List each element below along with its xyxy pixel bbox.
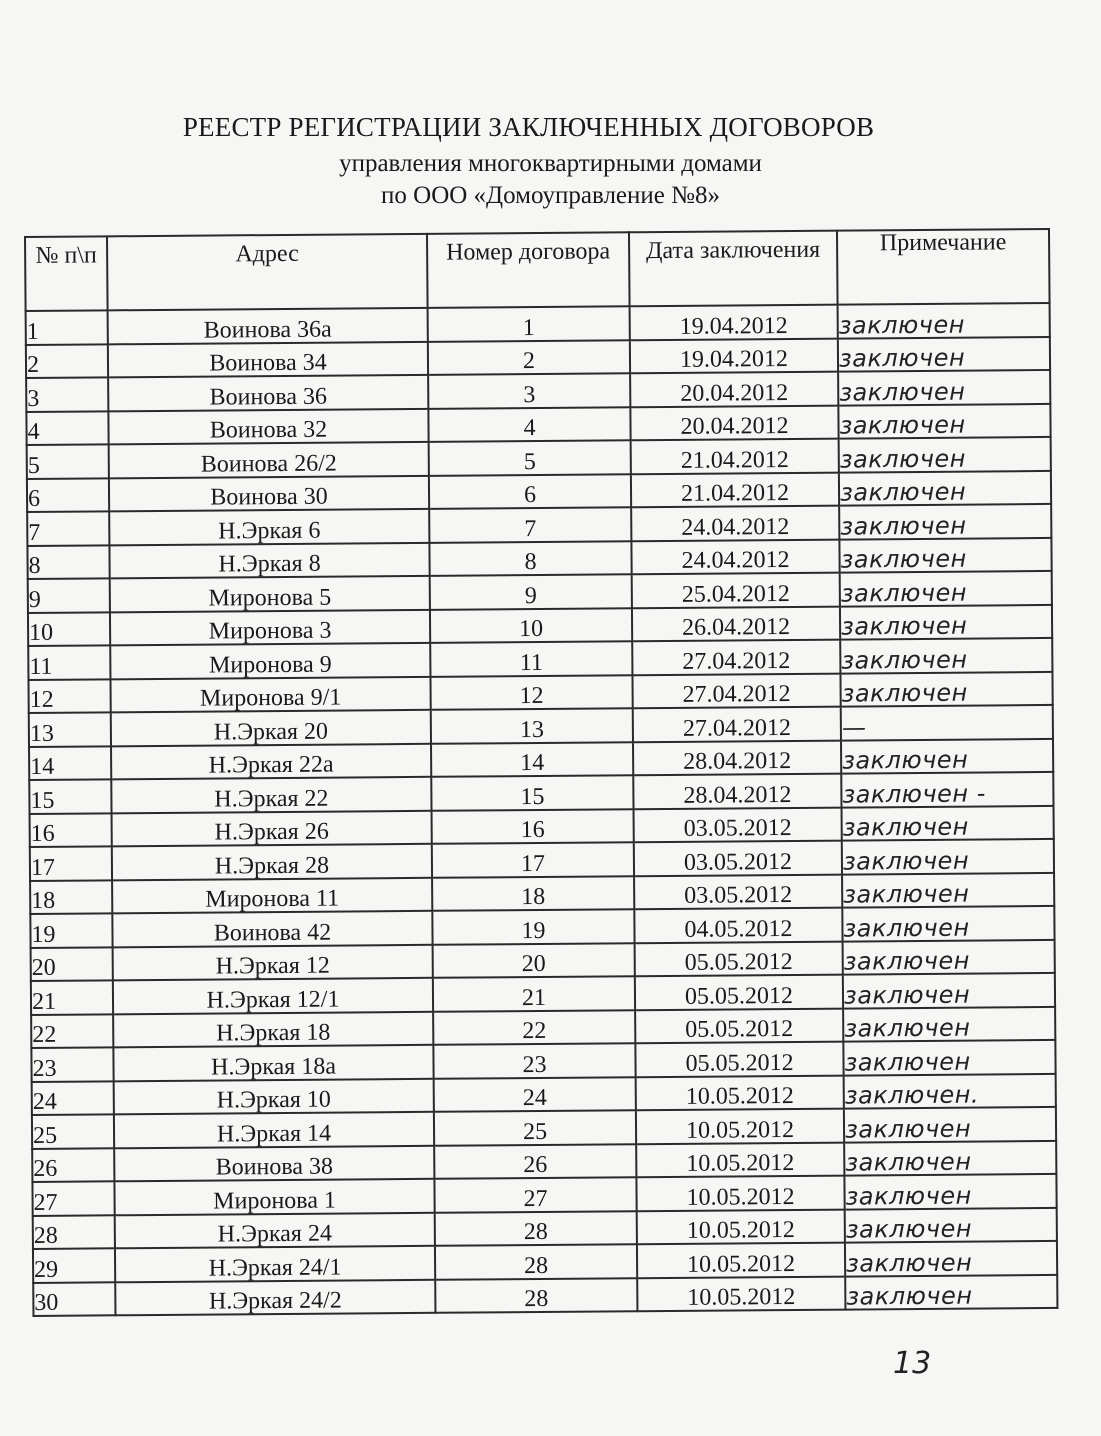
row-contract-number: 11 bbox=[430, 641, 632, 676]
row-contract-number: 22 bbox=[433, 1010, 635, 1045]
row-date: 24.04.2012 bbox=[631, 539, 839, 574]
row-contract-number: 16 bbox=[432, 809, 634, 844]
row-contract-number: 2 bbox=[428, 340, 630, 375]
row-date: 19.04.2012 bbox=[630, 305, 838, 340]
row-note: заключен bbox=[840, 571, 1052, 606]
row-address: Н.Эркая 18 bbox=[113, 1011, 433, 1047]
row-number: 2 bbox=[26, 344, 108, 378]
row-date: 04.05.2012 bbox=[634, 908, 842, 943]
row-address: Н.Эркая 26 bbox=[112, 810, 432, 846]
table-row bbox=[30, 805, 1054, 847]
row-address: Н.Эркая 22 bbox=[111, 777, 431, 813]
row-address: Воинова 36 bbox=[108, 375, 428, 411]
row-note: заключен bbox=[839, 437, 1051, 472]
row-address: Воинова 38 bbox=[114, 1145, 434, 1181]
row-contract-number: 13 bbox=[431, 708, 633, 743]
row-number: 28 bbox=[33, 1215, 115, 1249]
row-date: 10.05.2012 bbox=[637, 1276, 845, 1311]
table-row bbox=[31, 1040, 1055, 1082]
header-contract-number: Номер договора bbox=[427, 232, 630, 308]
table-row bbox=[33, 1241, 1057, 1283]
row-date: 10.05.2012 bbox=[636, 1075, 844, 1110]
row-date: 03.05.2012 bbox=[634, 841, 842, 876]
row-note: — bbox=[841, 705, 1053, 740]
row-contract-number: 28 bbox=[435, 1244, 637, 1279]
row-number: 25 bbox=[32, 1114, 114, 1148]
row-contract-number: 9 bbox=[430, 574, 632, 609]
row-number: 26 bbox=[32, 1148, 114, 1182]
table-row bbox=[29, 738, 1053, 780]
row-contract-number: 19 bbox=[432, 909, 634, 944]
table-row bbox=[28, 604, 1052, 646]
row-note: заключен bbox=[838, 403, 1050, 438]
table-row bbox=[30, 906, 1054, 948]
row-contract-number: 15 bbox=[431, 775, 633, 810]
row-date: 27.04.2012 bbox=[632, 640, 840, 675]
row-number: 22 bbox=[31, 1014, 113, 1048]
organization-name: по ООО «Домоуправление №8» bbox=[381, 182, 720, 209]
row-contract-number: 28 bbox=[435, 1211, 637, 1246]
table-row bbox=[26, 403, 1050, 445]
row-contract-number: 24 bbox=[434, 1077, 636, 1112]
row-note: заключен bbox=[845, 1274, 1057, 1309]
row-address: Н.Эркая 24/1 bbox=[115, 1246, 435, 1282]
row-date: 21.04.2012 bbox=[631, 439, 839, 474]
row-address: Н.Эркая 22а bbox=[111, 743, 431, 779]
table-row bbox=[27, 537, 1051, 579]
row-contract-number: 7 bbox=[429, 507, 631, 542]
row-date: 28.04.2012 bbox=[633, 774, 841, 809]
row-note: заключен bbox=[843, 1006, 1055, 1041]
row-note: заключен bbox=[843, 1040, 1055, 1075]
row-contract-number: 3 bbox=[428, 373, 630, 408]
row-number: 6 bbox=[27, 478, 109, 512]
row-contract-number: 6 bbox=[429, 474, 631, 509]
row-address: Миронова 5 bbox=[110, 576, 430, 612]
row-number: 17 bbox=[30, 846, 112, 880]
row-number: 15 bbox=[29, 779, 111, 813]
table-row bbox=[30, 839, 1054, 881]
row-address: Миронова 11 bbox=[112, 877, 432, 913]
row-number: 7 bbox=[27, 511, 109, 545]
row-number: 30 bbox=[33, 1282, 115, 1316]
row-address: Н.Эркая 10 bbox=[114, 1078, 434, 1114]
row-contract-number: 20 bbox=[433, 943, 635, 978]
row-number: 11 bbox=[28, 645, 110, 679]
row-contract-number: 1 bbox=[428, 306, 630, 341]
row-address: Миронова 3 bbox=[110, 609, 430, 645]
row-date: 03.05.2012 bbox=[634, 874, 842, 909]
header-num: № п\п bbox=[25, 236, 108, 311]
row-date: 05.05.2012 bbox=[635, 1042, 843, 1077]
row-number: 24 bbox=[32, 1081, 114, 1115]
row-number: 13 bbox=[29, 712, 111, 746]
row-note: заключен bbox=[842, 872, 1054, 907]
table-row bbox=[32, 1073, 1056, 1115]
table-row bbox=[33, 1207, 1057, 1249]
row-contract-number: 18 bbox=[432, 876, 634, 911]
row-note: заключен. bbox=[844, 1073, 1056, 1108]
row-date: 10.05.2012 bbox=[636, 1109, 844, 1144]
row-address: Воинова 34 bbox=[108, 341, 428, 377]
row-note: заключен bbox=[839, 537, 1051, 572]
row-address: Н.Эркая 18а bbox=[113, 1045, 433, 1081]
row-address: Воинова 36а bbox=[108, 308, 428, 344]
row-address: Миронова 9/1 bbox=[110, 676, 430, 712]
row-contract-number: 17 bbox=[432, 842, 634, 877]
row-number: 9 bbox=[28, 578, 110, 612]
table-row bbox=[31, 939, 1055, 981]
table-row bbox=[31, 973, 1055, 1015]
table-row bbox=[28, 671, 1052, 713]
row-number: 23 bbox=[31, 1047, 113, 1081]
row-date: 27.04.2012 bbox=[632, 673, 840, 708]
row-address: Воинова 30 bbox=[109, 475, 429, 511]
row-contract-number: 25 bbox=[434, 1110, 636, 1145]
row-contract-number: 23 bbox=[433, 1043, 635, 1078]
table-row bbox=[28, 571, 1052, 613]
row-note: заключен bbox=[842, 839, 1054, 874]
row-address: Н.Эркая 14 bbox=[114, 1112, 434, 1148]
row-number: 16 bbox=[30, 813, 112, 847]
row-address: Н.Эркая 24/2 bbox=[115, 1279, 435, 1315]
header-address: Адрес bbox=[107, 234, 428, 311]
row-contract-number: 5 bbox=[429, 440, 631, 475]
table-row bbox=[27, 504, 1051, 546]
row-number: 8 bbox=[27, 545, 109, 579]
row-date: 10.05.2012 bbox=[637, 1209, 845, 1244]
row-date: 21.04.2012 bbox=[631, 472, 839, 507]
table-row bbox=[28, 638, 1052, 680]
row-address: Миронова 9 bbox=[110, 643, 430, 679]
row-date: 27.04.2012 bbox=[633, 707, 841, 742]
table-row bbox=[26, 336, 1050, 378]
table-header-row bbox=[25, 229, 1050, 311]
row-date: 28.04.2012 bbox=[633, 740, 841, 775]
table-row bbox=[26, 370, 1050, 412]
table-row bbox=[26, 303, 1050, 345]
row-number: 1 bbox=[26, 310, 108, 344]
row-date: 26.04.2012 bbox=[632, 606, 840, 641]
row-note: заключен bbox=[844, 1107, 1056, 1142]
row-address: Н.Эркая 8 bbox=[109, 542, 429, 578]
row-number: 27 bbox=[32, 1181, 114, 1215]
row-note: заключен bbox=[840, 671, 1052, 706]
row-note: заключен bbox=[840, 604, 1052, 639]
row-number: 29 bbox=[33, 1248, 115, 1282]
row-date: 05.05.2012 bbox=[635, 941, 843, 976]
header-note: Примечание bbox=[837, 229, 1050, 305]
row-number: 3 bbox=[26, 377, 108, 411]
row-address: Н.Эркая 12/1 bbox=[113, 978, 433, 1014]
row-number: 14 bbox=[29, 746, 111, 780]
row-contract-number: 14 bbox=[431, 742, 633, 777]
row-date: 10.05.2012 bbox=[636, 1176, 844, 1211]
row-contract-number: 12 bbox=[430, 675, 632, 710]
table-row bbox=[32, 1140, 1056, 1182]
table-row bbox=[27, 437, 1051, 479]
row-note: заключен bbox=[841, 738, 1053, 773]
row-note: заключен bbox=[845, 1207, 1057, 1242]
row-contract-number: 27 bbox=[434, 1177, 636, 1212]
row-date: 03.05.2012 bbox=[634, 807, 842, 842]
row-note: заключен bbox=[843, 973, 1055, 1008]
row-address: Н.Эркая 20 bbox=[111, 710, 431, 746]
row-contract-number: 28 bbox=[435, 1278, 637, 1313]
table-row bbox=[32, 1174, 1056, 1216]
row-note: заключен bbox=[838, 336, 1050, 371]
row-note: заключен bbox=[844, 1174, 1056, 1209]
row-number: 19 bbox=[30, 913, 112, 947]
row-number: 18 bbox=[30, 880, 112, 914]
document-subtitle: управления многоквартирными домами bbox=[339, 150, 762, 177]
row-date: 19.04.2012 bbox=[630, 338, 838, 373]
row-address: Миронова 1 bbox=[114, 1179, 434, 1215]
table-row bbox=[31, 1006, 1055, 1048]
row-address: Н.Эркая 12 bbox=[113, 944, 433, 980]
row-note: заключен bbox=[839, 470, 1051, 505]
row-note: заключен bbox=[842, 805, 1054, 840]
row-address: Воинова 42 bbox=[112, 911, 432, 947]
row-address: Н.Эркая 24 bbox=[115, 1212, 435, 1248]
row-note: заключен bbox=[845, 1241, 1057, 1276]
row-address: Н.Эркая 6 bbox=[109, 509, 429, 545]
row-date: 20.04.2012 bbox=[630, 405, 838, 440]
row-note: заключен bbox=[838, 370, 1050, 405]
row-date: 25.04.2012 bbox=[632, 573, 840, 608]
row-date: 20.04.2012 bbox=[630, 372, 838, 407]
row-date: 05.05.2012 bbox=[635, 1008, 843, 1043]
row-contract-number: 10 bbox=[430, 608, 632, 643]
table-row bbox=[29, 772, 1053, 814]
row-date: 05.05.2012 bbox=[635, 975, 843, 1010]
row-address: Воинова 26/2 bbox=[109, 442, 429, 478]
row-address: Н.Эркая 28 bbox=[112, 844, 432, 880]
table-row bbox=[30, 872, 1054, 914]
page-number: 13 bbox=[893, 1346, 932, 1381]
row-note: заключен bbox=[844, 1140, 1056, 1175]
table-row bbox=[27, 470, 1051, 512]
row-contract-number: 26 bbox=[434, 1144, 636, 1179]
row-number: 20 bbox=[31, 947, 113, 981]
row-number: 10 bbox=[28, 612, 110, 646]
header-date: Дата заключения bbox=[629, 231, 838, 307]
row-note: заключен bbox=[840, 638, 1052, 673]
row-number: 21 bbox=[31, 980, 113, 1014]
row-number: 4 bbox=[26, 411, 108, 445]
row-date: 10.05.2012 bbox=[636, 1142, 844, 1177]
table-row bbox=[32, 1107, 1056, 1149]
row-note: заключен bbox=[838, 303, 1050, 338]
row-date: 24.04.2012 bbox=[631, 506, 839, 541]
row-note: заключен bbox=[839, 504, 1051, 539]
table-row bbox=[33, 1274, 1057, 1316]
row-number: 5 bbox=[27, 444, 109, 478]
document-title: РЕЕСТР РЕГИСТРАЦИИ ЗАКЛЮЧЕННЫХ ДОГОВОРОВ bbox=[182, 112, 875, 142]
row-note: заключен - bbox=[841, 772, 1053, 807]
row-contract-number: 4 bbox=[428, 407, 630, 442]
row-date: 10.05.2012 bbox=[637, 1243, 845, 1278]
row-contract-number: 8 bbox=[429, 541, 631, 576]
row-note: заключен bbox=[842, 906, 1054, 941]
row-address: Воинова 32 bbox=[108, 408, 428, 444]
registry-table bbox=[24, 228, 1058, 1317]
row-contract-number: 21 bbox=[433, 976, 635, 1011]
row-note: заключен bbox=[843, 939, 1055, 974]
row-number: 12 bbox=[28, 679, 110, 713]
